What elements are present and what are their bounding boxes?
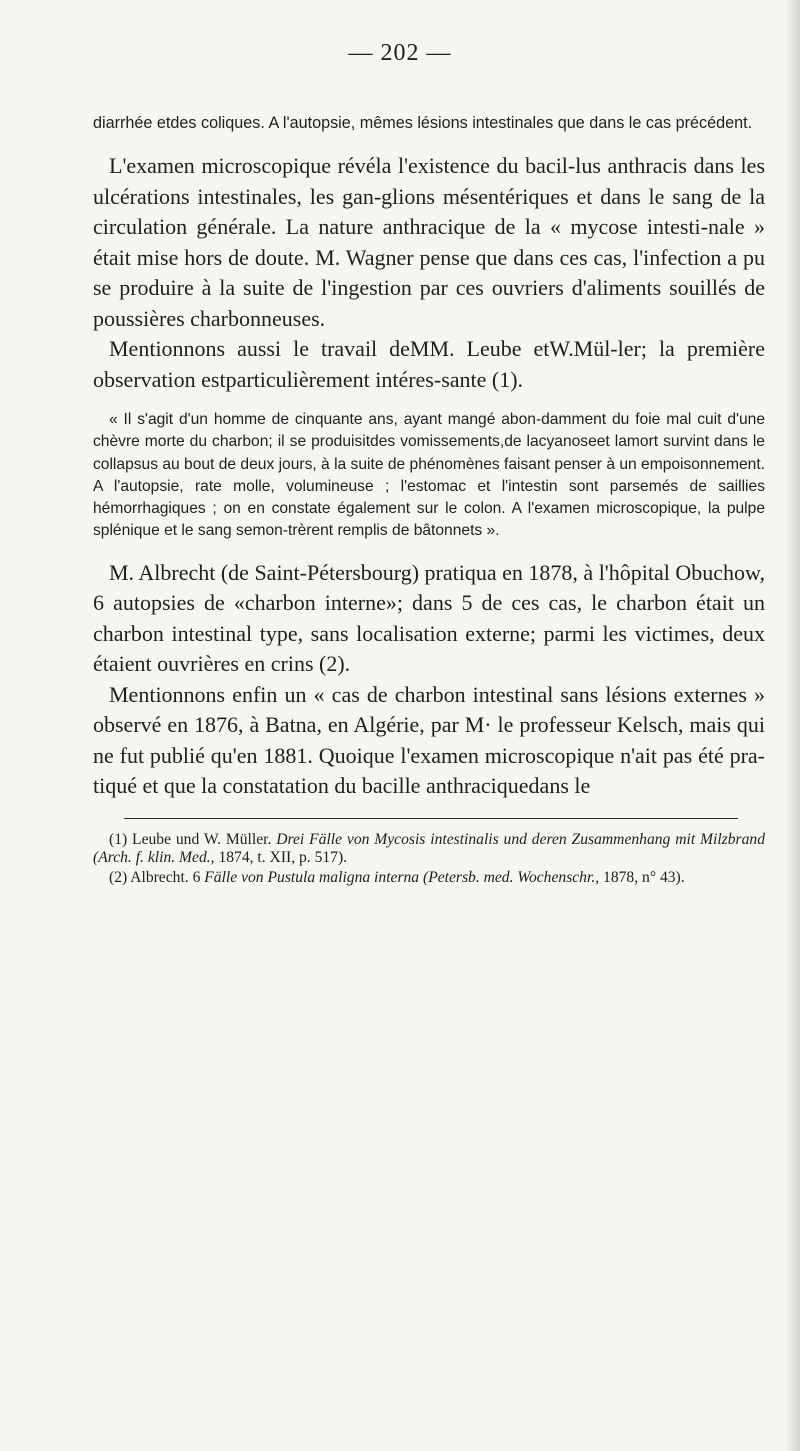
footnote-details: , 1878, n° 43). [595, 868, 685, 886]
footnote-ref: (1) Leube und W. Müller. [109, 830, 277, 848]
footnote-title: Drei Fälle von Mycosis intestinalis und deren Zusammenhang mit Milzbrand (Arch. f. klin. Med. [93, 830, 765, 866]
page-number: — 202 — [348, 40, 452, 66]
footnote-details: , 1874, t. XII, p. 517). [210, 848, 348, 866]
page-edge-shadow [786, 0, 800, 1451]
page-body [93, 113, 765, 889]
footnote-title: Fälle von Pustula maligna interna (Petersb. med. Wochenschr. [204, 868, 596, 886]
body-paragraph: Mentionnons aussi le travail deMM. Leube etW.Mül-ler; la première observation estparticulièrement intéres-sante (1). [93, 336, 765, 392]
footnote-ref: (2) Albrecht. 6 [109, 868, 205, 886]
footnote [93, 869, 765, 887]
body-paragraph: Mentionnons enfin un « cas de charbon intestinal sans lésions externes » observé en 1876, à Batna, en Algérie, par M· le professeur Kelsch, mais qui ne fut publié qu'en 1881. Quoique l'examen microscopique n'ait pas été pra-tiqué et que la constatation du bacille anthraciquedans le [93, 681, 765, 799]
footnote [93, 831, 765, 867]
body-paragraph: M. Albrecht (de Saint-Pétersbourg) pratiqua en 1878, à l'hôpital Obuchow, 6 autopsies de «charbon interne»; dans 5 de ces cas, le charbon était un charbon intestinal type, sans localisation externe; parmi les victimes, deux étaient ouvrières en crins (2). [93, 559, 765, 677]
quoted-observation: « Il s'agit d'un homme de cinquante ans, ayant mangé abon-damment du foie mal cuit d'une chèvre morte du charbon; il se produisitdes vomissements,de lacyanoseet lamort survint dans le collapsus au bout de deux jours, à la suite de phénomènes faisant penser à un empoisonnement. A l'autopsie, rate molle, volumineuse ; l'estomac et l'intestin sont parsemés de saillies hémorrhagiques ; on en constate également sur le colon. A l'examen microscopique, la pulpe splénique et le sang semon-trèrent remplis de bâtonnets ». [93, 411, 765, 540]
body-paragraph: L'examen microscopique révéla l'existence du bacil-lus anthracis dans les ulcérations intestinales, les gan-glions mésentériques et dans le sang de la circulation générale. La nature anthracique de la « mycose intesti-nale » était mise hors de doute. M. Wagner pense que dans ces cas, l'infection a pu se produire à la suite de l'ingestion par ces ouvriers d'aliments souillés de poussières charbonneuses. [93, 153, 765, 331]
continuation-text: diarrhée etdes coliques. A l'autopsie, mêmes lésions intestinales que dans le cas précédent. [93, 114, 753, 132]
footnote-divider [124, 818, 738, 819]
